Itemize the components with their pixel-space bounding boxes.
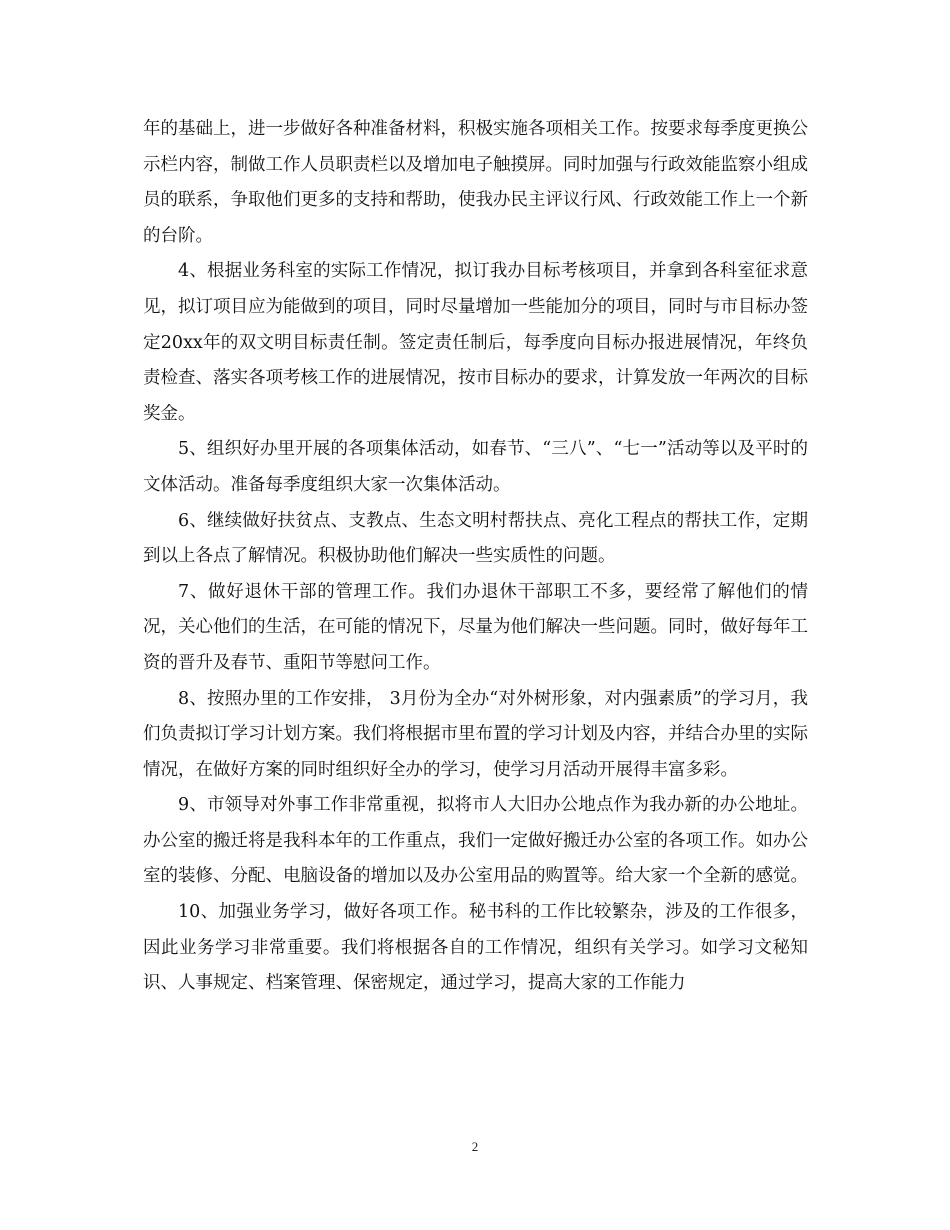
paragraph-item-6: 6、继续做好扶贫点、支教点、生态文明村帮扶点、亮化工程点的帮扶工作，定期到以上各点了解情况。积极协助他们解决一些实质性的问题。: [143, 510, 808, 567]
paragraph-item-4: 4、根据业务科室的实际工作情况，拟订我办目标考核项目，并拿到各科室征求意见，拟订项目应为能做到的项目，同时尽量增加一些能加分的项目，同时与市目标办签定20xx年的双文明目标责任制。签定责任制后，每季度向目标办报进展情况，年终负责检查、落实各项考核工作的进展情况，按市目标办的要求，计算发放一年两次的目标奖金。: [143, 261, 808, 424]
paragraph-item-7: 7、做好退休干部的管理工作。我们办退休干部职工不多，要经常了解他们的情况，关心他们的生活，在可能的情况下，尽量为他们解决一些问题。同时，做好每年工资的晋升及春节、重阳节等慰问工作。: [143, 581, 808, 673]
document-body: [143, 112, 808, 1002]
paragraph-item-8: 8、按照办里的工作安排， 3月份为全办“对外树形象，对内强素质”的学习月，我们负责拟订学习计划方案。我们将根据市里布置的学习计划及内容，并结合办里的实际情况，在做好方案的同时组织好全办的学习，使学习月活动开展得丰富多彩。: [143, 688, 808, 780]
paragraph-item-10: 10、加强业务学习，做好各项工作。秘书科的工作比较繁杂，涉及的工作很多，因此业务学习非常重要。我们将根据各自的工作情况，组织有关学习。如学习文秘知识、人事规定、档案管理、保密规定，通过学习，提高大家的工作能力: [143, 902, 808, 994]
paragraph-item-9: 9、市领导对外事工作非常重视，拟将市人大旧办公地点作为我办新的办公地址。办公室的搬迁将是我科本年的工作重点，我们一定做好搬迁办公室的各项工作。如办公室的装修、分配、电脑设备的增加以及办公室用品的购置等。给大家一个全新的感觉。: [143, 795, 808, 887]
page-number: 2: [471, 1139, 479, 1154]
paragraph-continued: 年的基础上，进一步做好各种准备材料，积极实施各项相关工作。按要求每季度更换公示栏内容，制做工作人员职责栏以及增加电子触摸屏。同时加强与行政效能监察小组成员的联系，争取他们更多的支持和帮助，使我办民主评议行风、行政效能工作上一个新的台阶。: [143, 119, 808, 246]
paragraph-item-5: 5、组织好办里开展的各项集体活动，如春节、“三八”、“七一”活动等以及平时的文体活动。准备每季度组织大家一次集体活动。: [143, 439, 808, 495]
